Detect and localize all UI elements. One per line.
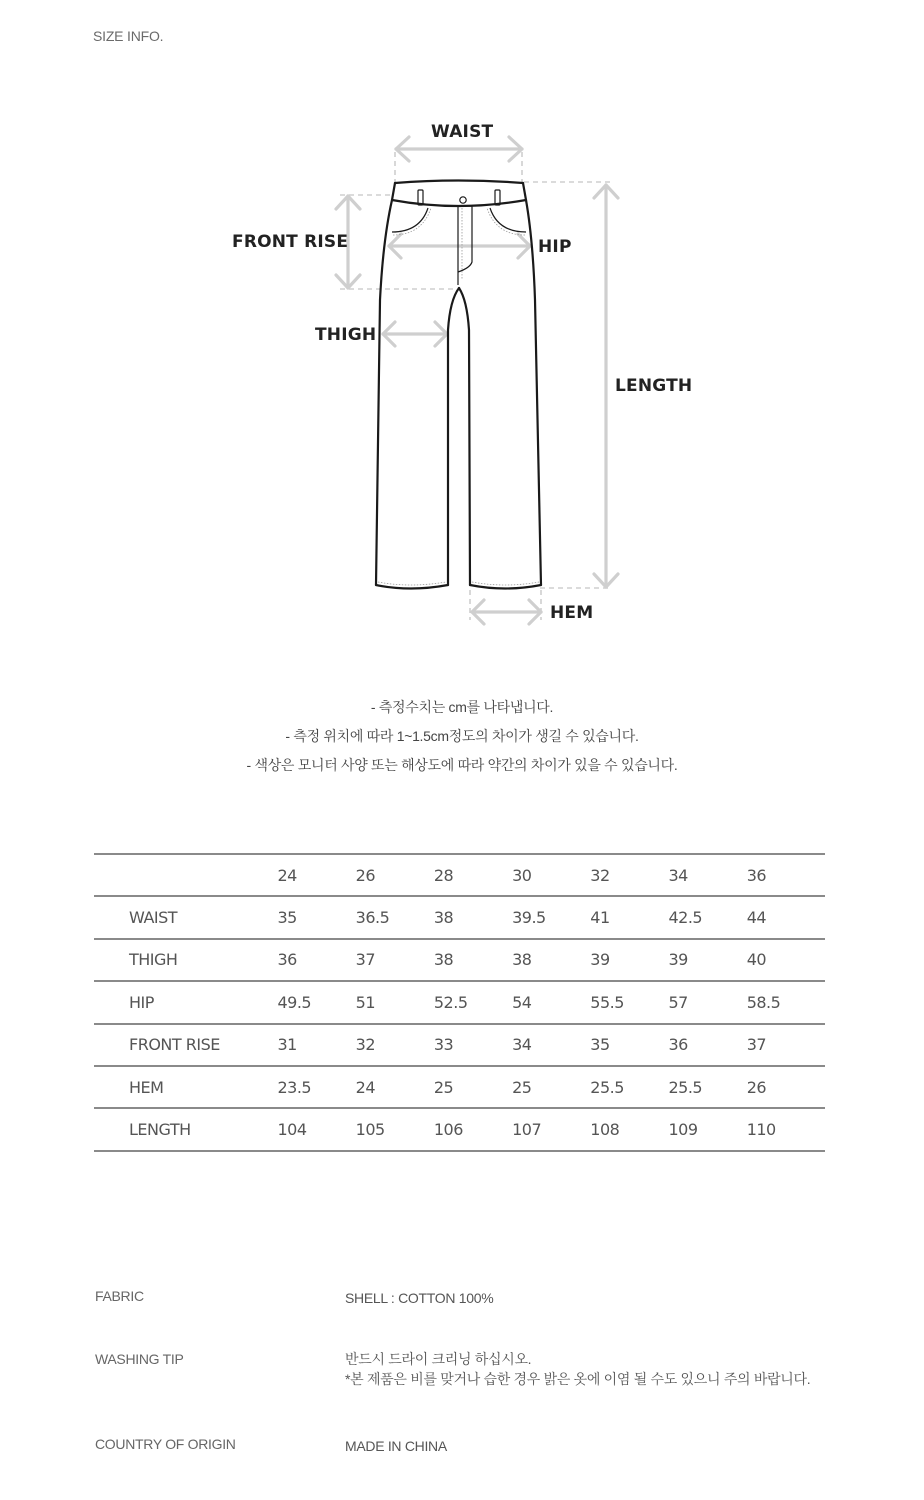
note-line: - 측정 위치에 따라 1~1.5cm정도의 차이가 생길 수 있습니다. [285,728,639,744]
table-header-row [94,854,825,896]
row-label: HIP [129,992,154,1012]
table-cell: 24 [355,1077,376,1097]
header-cell: 28 [433,865,454,885]
measurement-notes [0,693,924,780]
table-cell: 110 [746,1120,776,1140]
table-cell: 32 [355,1035,376,1055]
table-cell: 107 [512,1120,542,1140]
table-cell: 31 [277,1035,297,1055]
table-cell: 25.5 [590,1077,624,1097]
table-cell: 109 [668,1120,698,1140]
table-row [94,1024,825,1066]
length-label: LENGTH [615,376,693,396]
table-cell: 36 [668,1035,688,1055]
table-cell: 39.5 [512,908,546,928]
table-cell: 42.5 [668,908,703,928]
table-cell: 105 [355,1120,385,1140]
table-cell: 26 [746,1077,767,1097]
row-label: HEM [129,1077,164,1097]
row-label: FRONT RISE [129,1035,220,1055]
washing-tip-line: *본 제품은 비를 맞거나 습한 경우 밝은 옷에 이염 될 수도 있으니 주의 바랍니다. [345,1371,811,1387]
table-cell: 41 [590,908,610,928]
table-row [94,1108,825,1150]
table-cell: 36 [277,950,297,970]
table-cell: 39 [668,950,688,970]
table-cell: 23.5 [277,1077,312,1097]
table-cell: 37 [355,950,376,970]
table-cell: 108 [590,1120,620,1140]
pants-illustration-icon [0,0,924,660]
table-cell: 51 [355,992,376,1012]
section-title: SIZE INFO. [93,28,164,44]
table-cell: 38 [433,950,454,970]
header-cell: 30 [512,865,532,885]
row-label: THIGH [129,950,178,970]
header-cell: 36 [746,865,767,885]
waist-label: WAIST [431,122,494,142]
front-rise-label: FRONT RISE [232,232,349,252]
washing-tip-label: WASHING TIP [95,1351,184,1367]
table-cell: 44 [746,908,767,928]
table-cell: 38 [433,908,454,928]
table-row [94,939,825,981]
table-cell: 33 [433,1035,454,1055]
table-cell: 35 [277,908,297,928]
fabric-value: SHELL : COTTON 100% [345,1290,494,1306]
washing-tip-value [345,1349,810,1389]
table-cell: 25 [433,1077,454,1097]
table-cell: 49.5 [277,992,312,1012]
table-cell: 52.5 [433,992,468,1012]
table-cell: 38 [512,950,532,970]
table-cell: 34 [512,1035,532,1055]
size-table [94,853,825,1152]
table-cell: 35 [590,1035,610,1055]
washing-tip-line: 반드시 드라이 크리닝 하십시오. [345,1351,532,1367]
header-cell: 24 [277,865,297,885]
table-cell: 106 [433,1120,463,1140]
row-label: LENGTH [129,1120,191,1140]
header-cell: 32 [590,865,610,885]
table-cell: 25.5 [668,1077,703,1097]
country-of-origin-value: MADE IN CHINA [345,1438,447,1454]
fabric-label: FABRIC [95,1288,144,1304]
note-line: - 색상은 모니터 사양 또는 해상도에 따라 약간의 차이가 있을 수 있습니다. [246,757,678,773]
table-cell: 25 [512,1077,532,1097]
table-row [94,1066,825,1108]
header-cell [94,854,277,896]
thigh-label: THIGH [315,325,377,345]
hip-label: HIP [538,237,572,257]
table-row [94,981,825,1023]
header-cell: 26 [355,865,376,885]
table-row [94,896,825,938]
table-cell: 55.5 [590,992,624,1012]
table-cell: 40 [746,950,767,970]
pants-diagram [0,0,924,660]
note-line: - 측정수치는 cm를 나타냅니다. [370,699,554,715]
table-cell: 36.5 [355,908,390,928]
table-cell: 39 [590,950,610,970]
table-cell: 57 [668,992,688,1012]
table-cell: 58.5 [746,992,781,1012]
header-cell: 34 [668,865,688,885]
hem-label: HEM [550,603,594,623]
table-cell: 37 [746,1035,767,1055]
table-cell: 54 [512,992,532,1012]
country-of-origin-label: COUNTRY OF ORIGIN [95,1436,236,1452]
table-cell: 104 [277,1120,307,1140]
row-label: WAIST [129,908,178,928]
